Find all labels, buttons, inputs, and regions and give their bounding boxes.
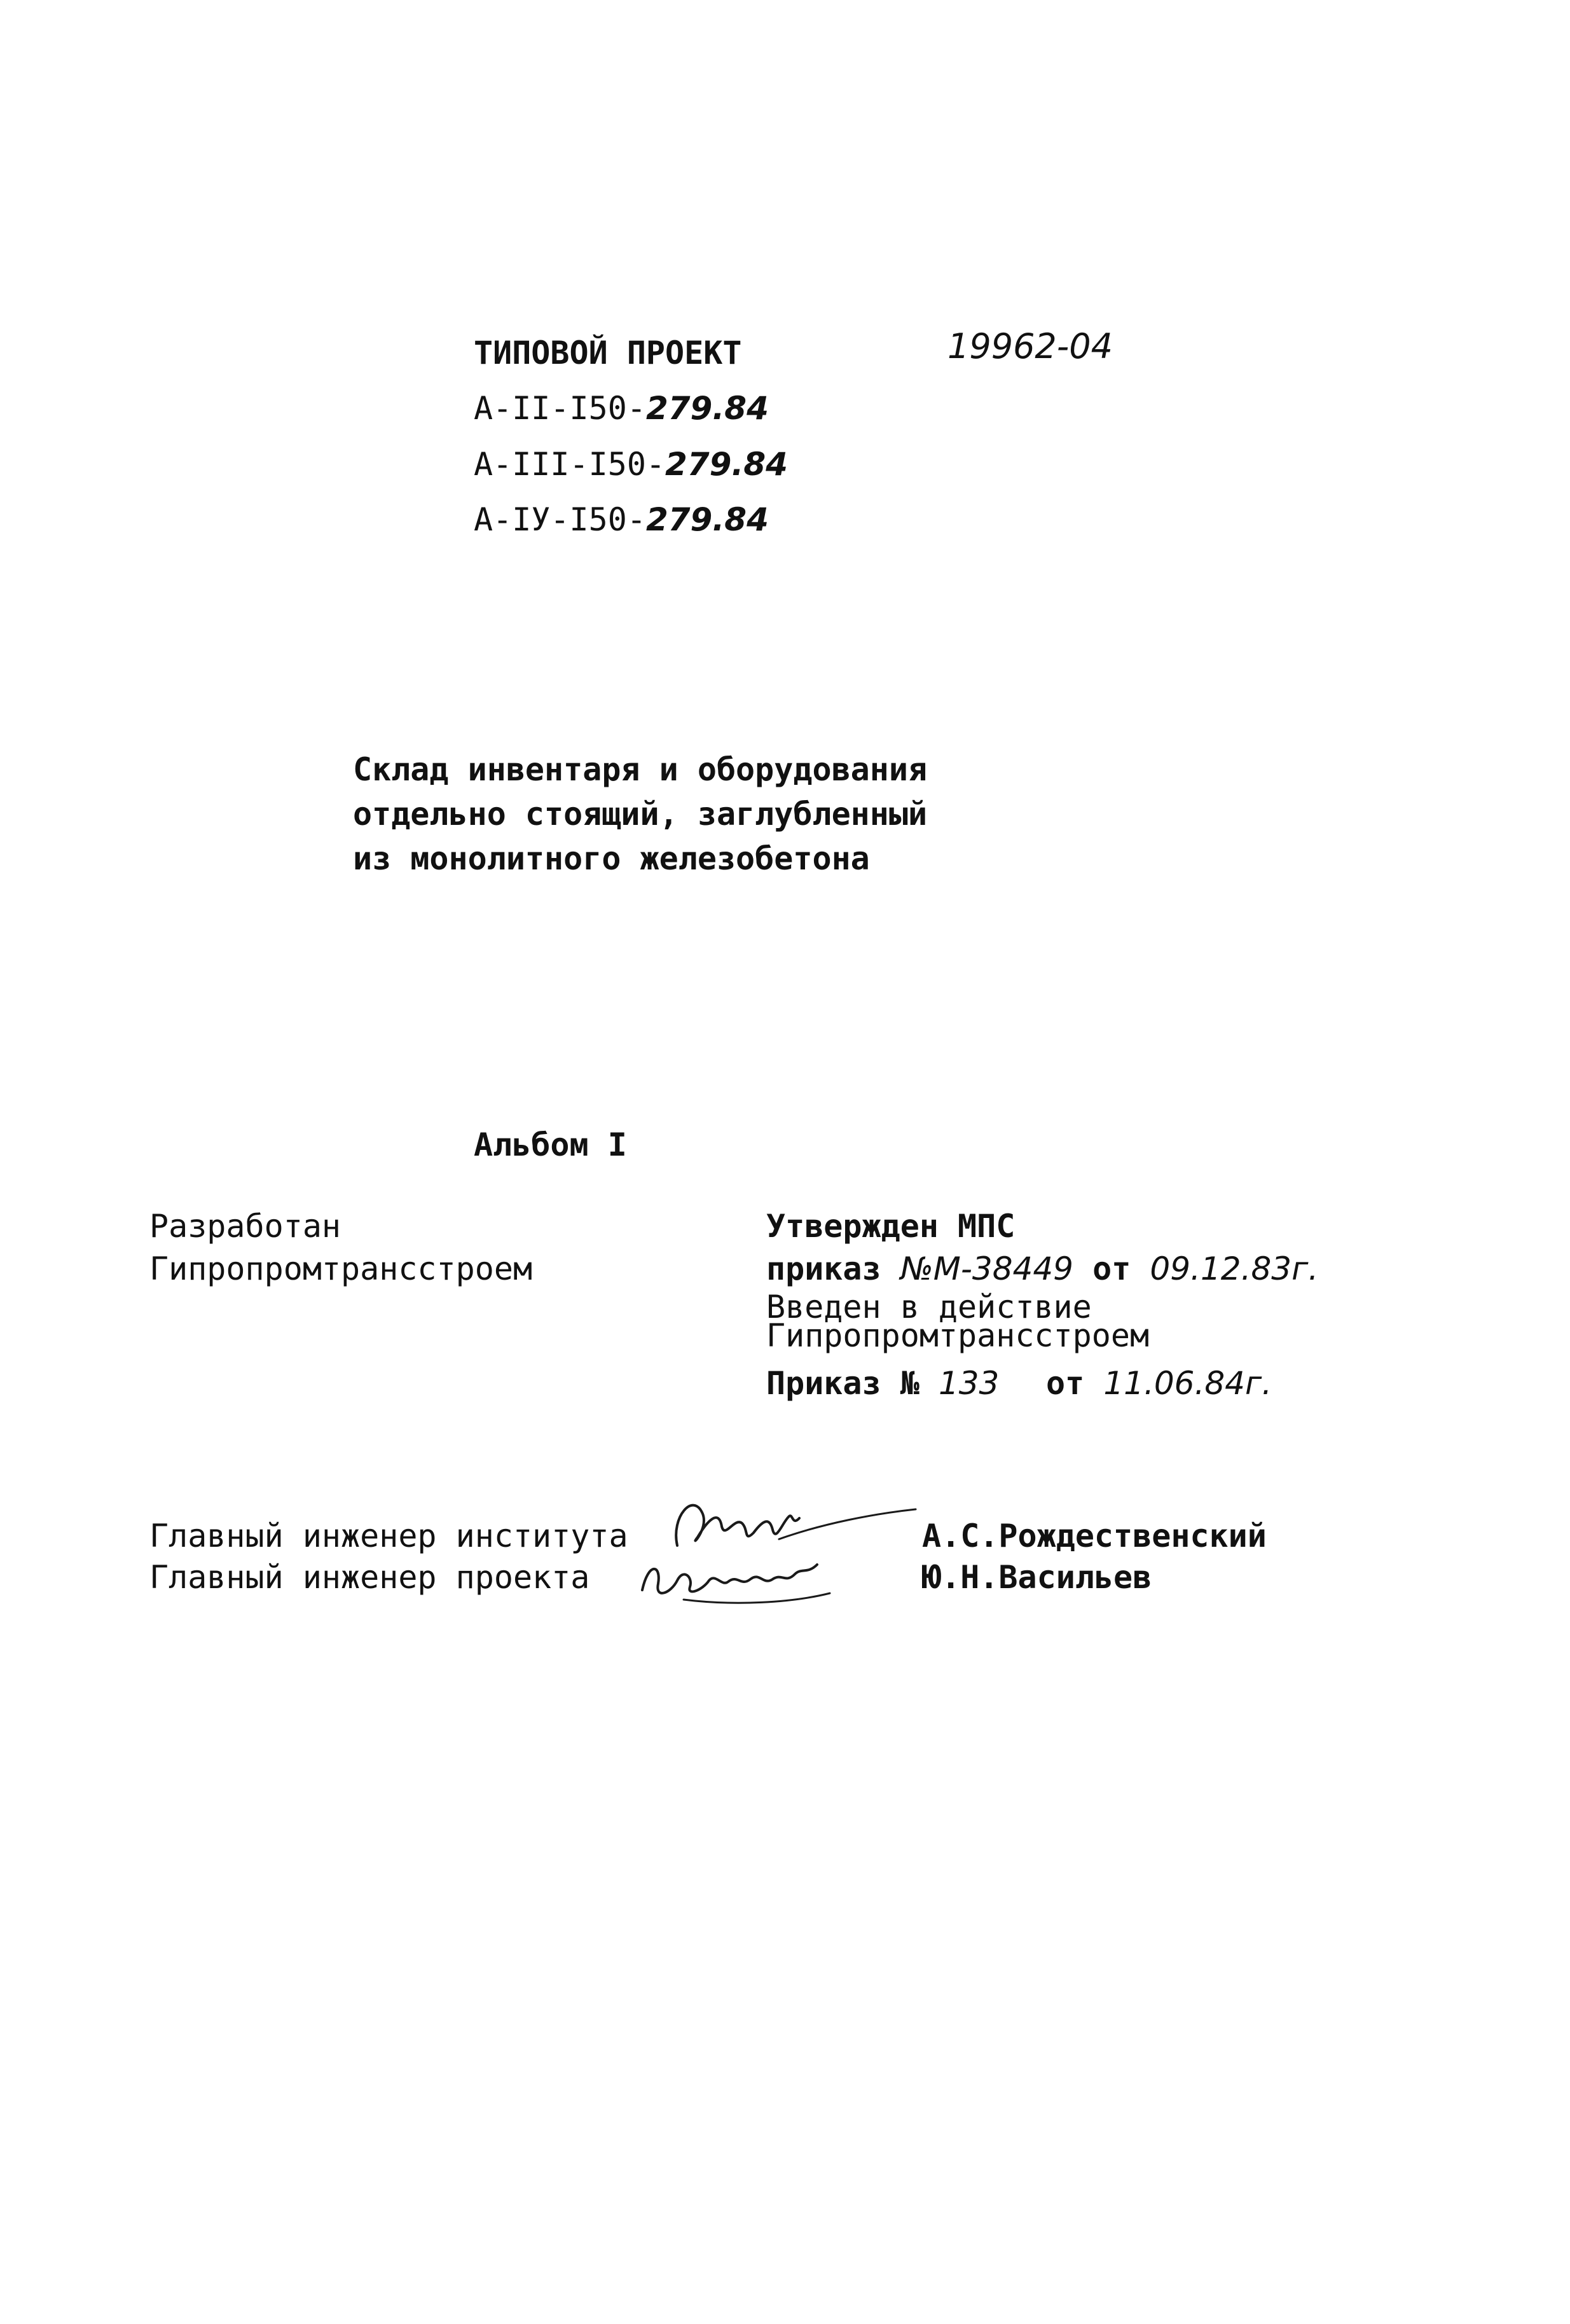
intro-order-number: 133 [938,1365,1000,1402]
project-code-3-suffix: 279.84 [645,501,769,538]
album-label: Альбом I [474,1126,627,1163]
approval-order-line [766,1250,1318,1288]
developer-label: Разработан [149,1208,341,1245]
project-code-1-suffix: 279.84 [645,390,769,427]
order-label: приказ [766,1250,881,1287]
intro-date: 11.06.84г. [1103,1365,1272,1402]
title-line-3: из монолитного железобетона [353,840,870,877]
introduced-line-1: Введен в действие [766,1289,1092,1325]
project-code-3 [474,501,769,539]
project-type-heading: ТИПОВОЙ ПРОЕКТ [474,335,742,371]
intro-date-prefix: от [1046,1365,1085,1402]
intro-order-label: Приказ № [766,1365,919,1402]
signatory-position-1: Главный инженер института [149,1518,628,1554]
approved-by: Утвержден МПС [766,1208,1016,1245]
order-date-prefix: от [1092,1250,1131,1287]
project-code-1 [474,389,769,427]
handwritten-signatures [633,1479,925,1644]
archive-number: 19962-04 [947,326,1113,366]
project-code-2-prefix: А-III-I50- [474,446,666,483]
project-code-2-suffix: 279.84 [665,446,788,483]
project-code-3-prefix: А-IУ-I50- [474,501,646,538]
title-line-2: отдельно стоящий, заглубленный [353,796,928,833]
order-date: 09.12.83г. [1150,1250,1319,1287]
intro-date-line [1046,1364,1272,1402]
introduced-line-2: Гипропромтрансстроем [766,1317,1150,1354]
order-number: №М-38449 [900,1250,1073,1287]
title-line-1: Склад инвентаря и оборудования [353,751,928,788]
signatory-name-1: А.С.Рождественский [922,1518,1267,1554]
project-code-2 [474,445,788,483]
signatory-name-2: Ю.Н.Васильев [922,1559,1152,1596]
developer-org: Гипропромтрансстроем [149,1250,533,1287]
signatory-position-2: Главный инженер проекта [149,1559,590,1596]
intro-order-line [766,1364,999,1402]
project-code-1-prefix: А-II-I50- [474,390,646,427]
